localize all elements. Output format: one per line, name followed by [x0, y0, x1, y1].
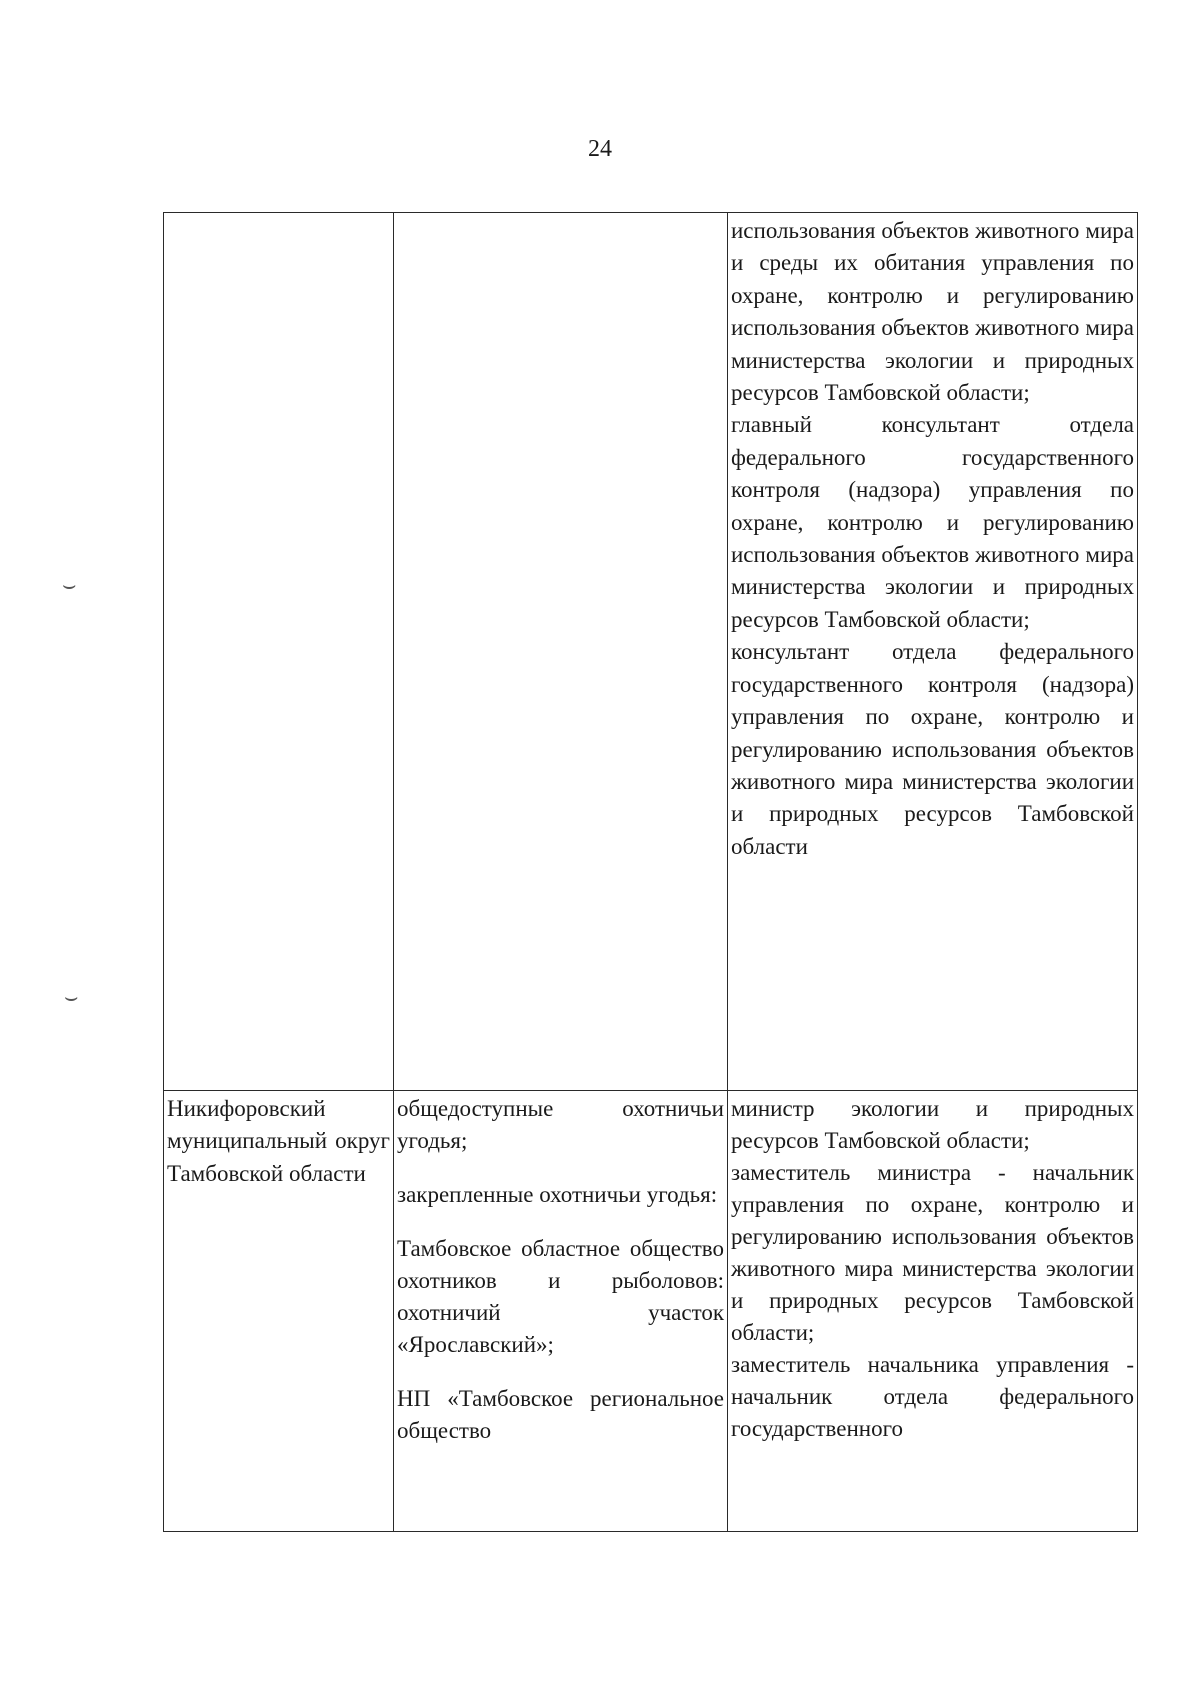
hunting-land-entry: закрепленные охотничьи угодья:: [397, 1182, 718, 1207]
hunting-lands-cell: [394, 213, 728, 1091]
official-entry: заместитель начальника управления - начальник отдела федерального государственного: [731, 1352, 1134, 1441]
official-entry: заместитель министра - начальник управления по охране, контролю и регулированию использования объектов животного мира министерства экологии и природных ресурсов Тамбовской области;: [731, 1160, 1134, 1345]
district-name: Никифоровский муниципальный округ Тамбовской области: [167, 1096, 390, 1186]
official-entry: консультант отдела федерального государственного контроля (надзора) управления по охране, контролю и регулированию использования объектов животного мира министерства экологии и природных ресурсов Тамбовской области: [731, 639, 1134, 859]
officials-cell: [728, 213, 1138, 1091]
hunting-land-entry: НП «Тамбовское региональное общество: [397, 1386, 724, 1443]
official-entry: использования объектов животного мира и среды их обитания управления по охране, контролю и регулированию использования объектов животного мира министерства экологии и природных ресурсов Тамбовской области;: [731, 218, 1134, 406]
table-row: [164, 1091, 1138, 1532]
hunting-lands-cell: [394, 1091, 728, 1532]
district-cell: [164, 213, 394, 1091]
official-entry: главный консультант отдела федерального государственного контроля (надзора) управления по охране, контролю и регулированию использования объектов животного мира министерства экологии и природных ресурсов Тамбовской области;: [731, 412, 1134, 632]
hunting-land-entry: Тамбовское областное общество охотников и рыболовов: охотничий участок «Ярославский»;: [397, 1236, 724, 1357]
page-number: 24: [588, 136, 612, 162]
table-row: [164, 213, 1138, 1091]
scan-margin-mark: ⌣: [62, 572, 77, 597]
official-entry: министр экологии и природных ресурсов Тамбовской области;: [731, 1096, 1134, 1153]
hunting-land-entry: общедоступные охотничьи угодья;: [397, 1096, 724, 1153]
scan-margin-mark: ⌣: [64, 984, 79, 1009]
officials-cell: [728, 1091, 1138, 1532]
district-cell: [164, 1091, 394, 1532]
officials-table: [163, 212, 1138, 1532]
